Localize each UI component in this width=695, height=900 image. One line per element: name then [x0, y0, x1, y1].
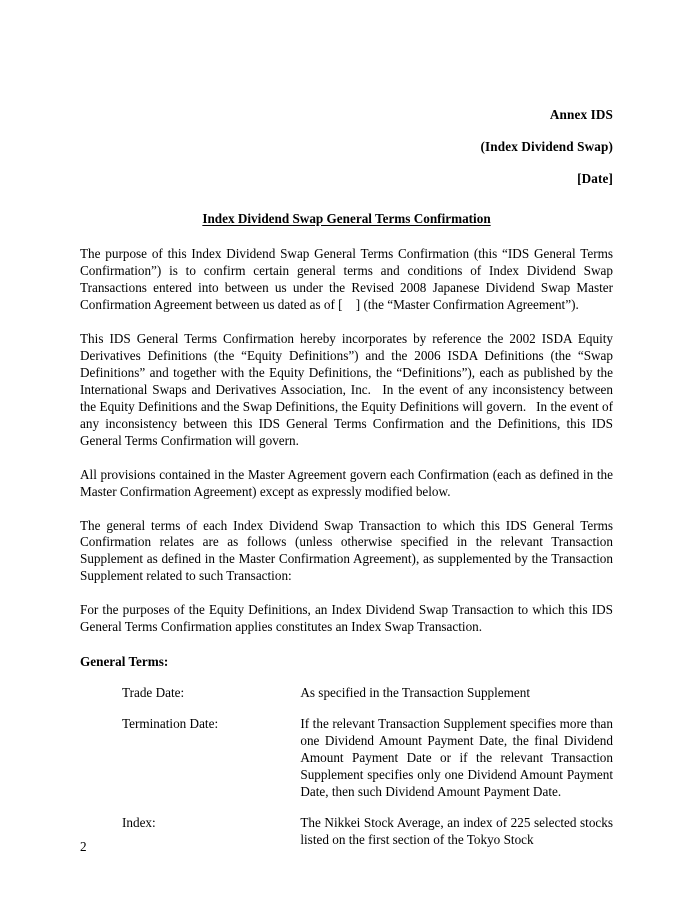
header-line-subtitle: (Index Dividend Swap) [480, 139, 613, 155]
table-row [80, 716, 613, 815]
table-row [80, 685, 613, 716]
page-number: 2 [80, 839, 87, 854]
paragraph-index-swap-transaction: For the purposes of the Equity Definitions, an Index Dividend Swap Transaction to which this IDS General Terms Confirmation applies constitutes an Index Swap Transaction. [80, 602, 613, 635]
general-terms-table [80, 685, 613, 849]
table-row [80, 815, 613, 849]
header-line-annex: Annex IDS [549, 107, 613, 122]
section-heading-general-terms: General Terms: [80, 654, 169, 670]
term-label: Trade Date: [122, 685, 185, 701]
document-header [80, 0, 613, 186]
term-value: As specified in the Transaction Supplement [300, 685, 531, 701]
term-value: If the relevant Transaction Supplement specifies more than one Dividend Amount Payment Date, the final Dividend Amount Payment Date or if the relevant Transaction Supplement specifies only one Dividend Amount Payment Date, then such Dividend Amount Payment Date. [300, 716, 613, 799]
paragraph-master-agreement: All provisions contained in the Master Agreement govern each Confirmation (each as defined in the Master Confirmation Agreement) except as expressly modified below. [80, 466, 613, 499]
page-content [80, 0, 613, 849]
paragraph-general-terms-intro: The general terms of each Index Dividend Swap Transaction to which this IDS General Terms Confirmation relates are as follows (unless otherwise specified in the relevant Transaction Supplement as defined in the Master Confirmation Agreement), as supplemented by the Transaction Supplement related to such Transaction: [80, 517, 613, 584]
paragraph-purpose: The purpose of this Index Dividend Swap General Terms Confirmation (this “IDS General Terms Confirmation”) is to confirm certain general terms and conditions of Index Dividend Swap Transactions entered into between us under the Revised 2008 Japanese Dividend Swap Master Confirmation Agreement between us dated as of [ ] (the “Master Confirmation Agreement”). [80, 246, 613, 312]
term-value: The Nikkei Stock Average, an index of 225 selected stocks listed on the first section of the Tokyo Stock [300, 814, 613, 847]
paragraph-incorporation: This IDS General Terms Confirmation hereby incorporates by reference the 2002 ISDA Equity Derivatives Definitions (the “Equity Definitions”) and the 2006 ISDA Definitions (the “Swap Definitions” and together with the Equity Definitions, the “Definitions”), each as published by the International Swaps and Derivatives Association, Inc. In the event of any inconsistency between the Equity Definitions and the Swap Definitions, the Equity Definitions will govern. In the event of any inconsistency between this IDS General Terms Confirmation and the Definitions, this IDS General Terms Confirmation will govern. [80, 330, 613, 448]
term-label: Index: [122, 814, 156, 830]
header-line-date: [Date] [577, 171, 613, 187]
term-label: Termination Date: [122, 716, 219, 732]
page-title: Index Dividend Swap General Terms Confirmation [202, 210, 491, 226]
